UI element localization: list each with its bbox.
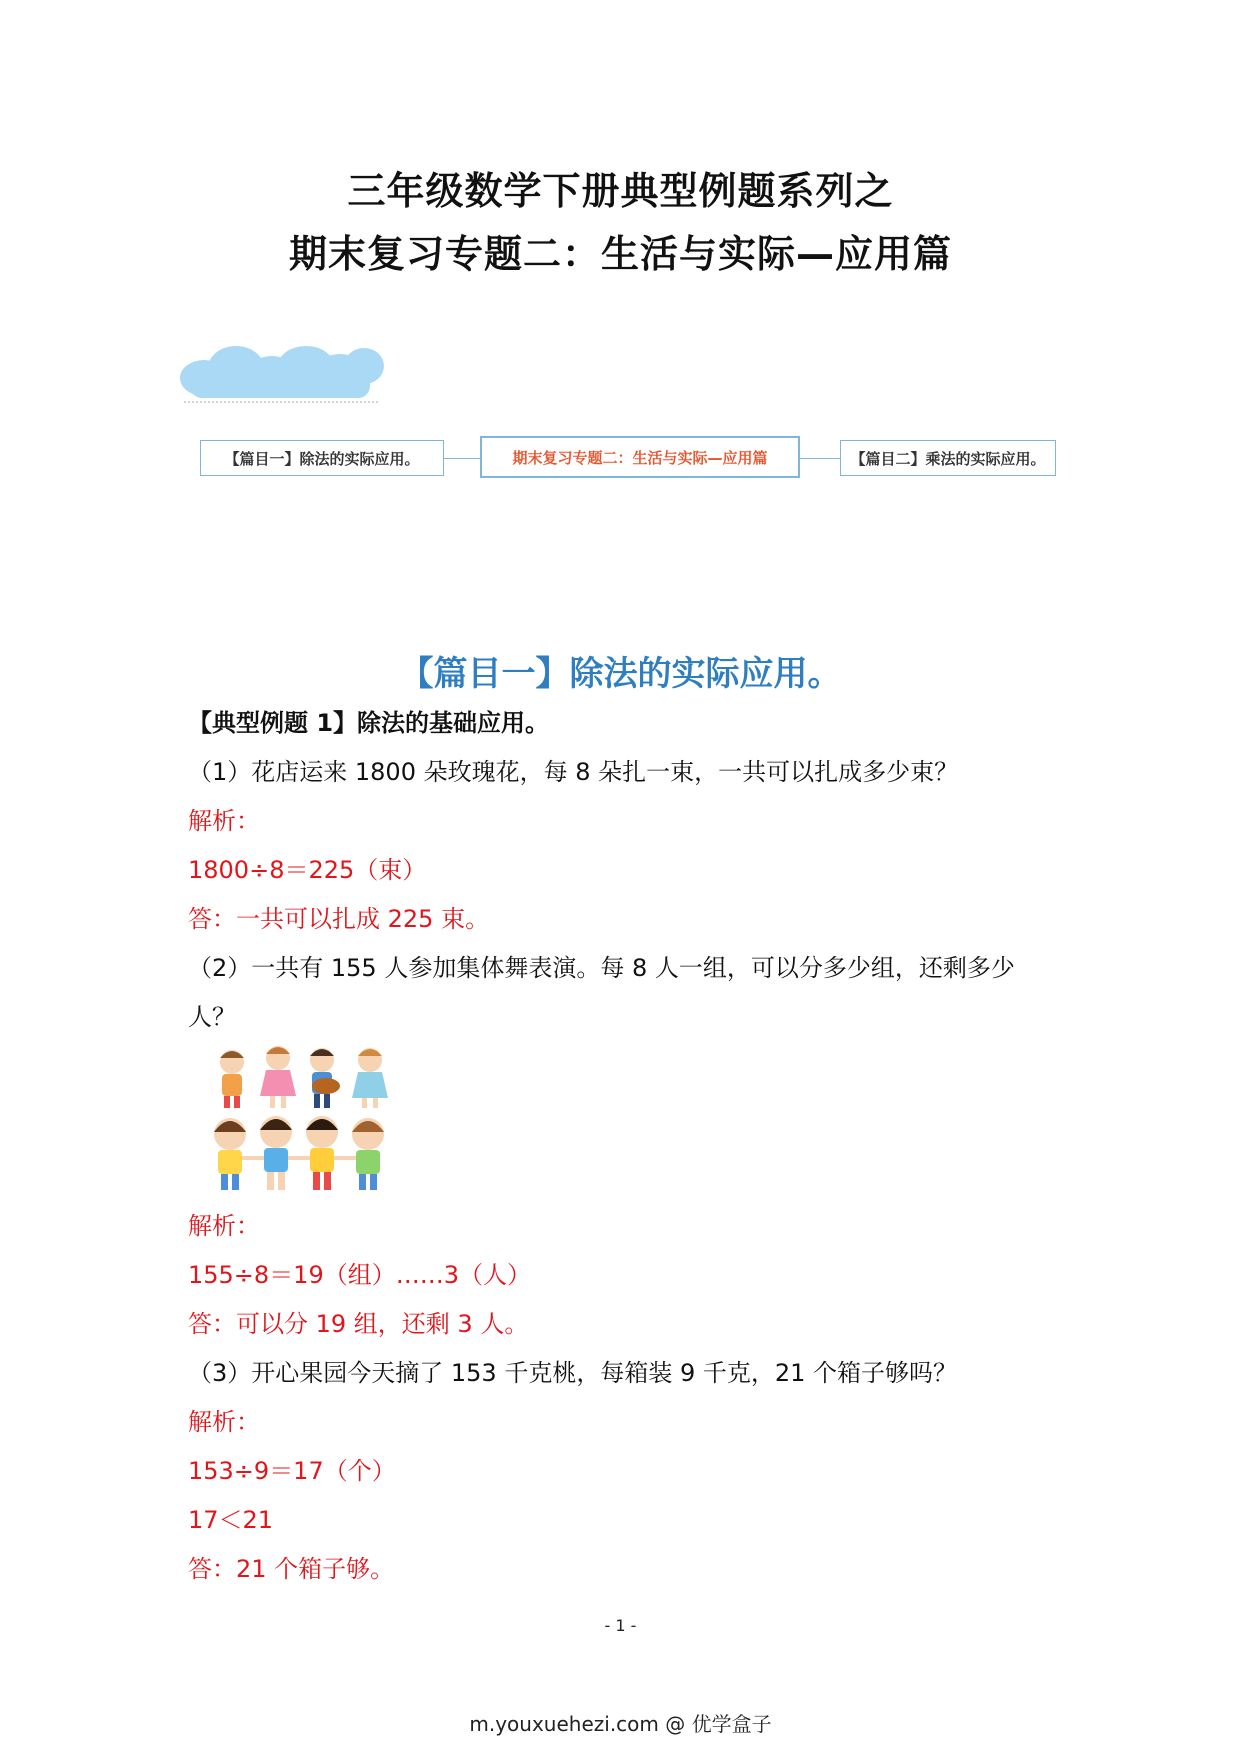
question-2-line2: 人？ — [188, 1003, 236, 1031]
mindmap-connector-left — [444, 458, 480, 459]
example-heading: 【典型例题 1】除法的基础应用。 — [188, 709, 550, 737]
answer-3: 答：21 个箱子够。 — [188, 1555, 395, 1583]
analysis-label-1: 解析： — [188, 807, 260, 835]
mindmap-node-center: 期末复习专题二：生活与实际—应用篇 — [480, 436, 800, 478]
document-title-line1: 三年级数学下册典型例题系列之 — [347, 169, 894, 213]
answer-2: 答：可以分 19 组，还剩 3 人。 — [188, 1310, 529, 1338]
children-group-illustration — [204, 1044, 404, 1196]
calculation-2: 155÷8＝19（组）……3（人） — [188, 1261, 531, 1289]
analysis-label-2: 解析： — [188, 1212, 260, 1240]
mindmap-node-section1: 【篇目一】除法的实际应用。 — [200, 440, 444, 476]
question-2-line1: （2）一共有 155 人参加集体舞表演。每 8 人一组，可以分多少组，还剩多少 — [188, 954, 1015, 982]
cloud-badge-icon — [180, 342, 384, 404]
mindmap-connector-right — [800, 458, 840, 459]
calculation-1: 1800÷8＝225（束） — [188, 856, 427, 884]
page-number: - 1 - — [604, 1616, 637, 1635]
answer-1: 答：一共可以扎成 225 束。 — [188, 905, 490, 933]
mindmap-node-section2: 【篇目二】乘法的实际应用。 — [840, 440, 1056, 476]
document-title-line2: 期末复习专题二：生活与实际—应用篇 — [288, 232, 952, 276]
question-1: （1）花店运来 1800 朵玫瑰花，每 8 朵扎一束，一共可以扎成多少束？ — [188, 758, 959, 786]
comparison-3: 17＜21 — [188, 1506, 274, 1534]
question-3: （3）开心果园今天摘了 153 千克桃，每箱装 9 千克，21 个箱子够吗？ — [188, 1359, 958, 1387]
footer-source: m.youxuehezi.com @ 优学盒子 — [469, 1712, 772, 1736]
section-title: 【篇目一】除法的实际应用。 — [399, 654, 842, 694]
calculation-3: 153÷9＝17（个） — [188, 1457, 396, 1485]
analysis-label-3: 解析： — [188, 1408, 260, 1436]
